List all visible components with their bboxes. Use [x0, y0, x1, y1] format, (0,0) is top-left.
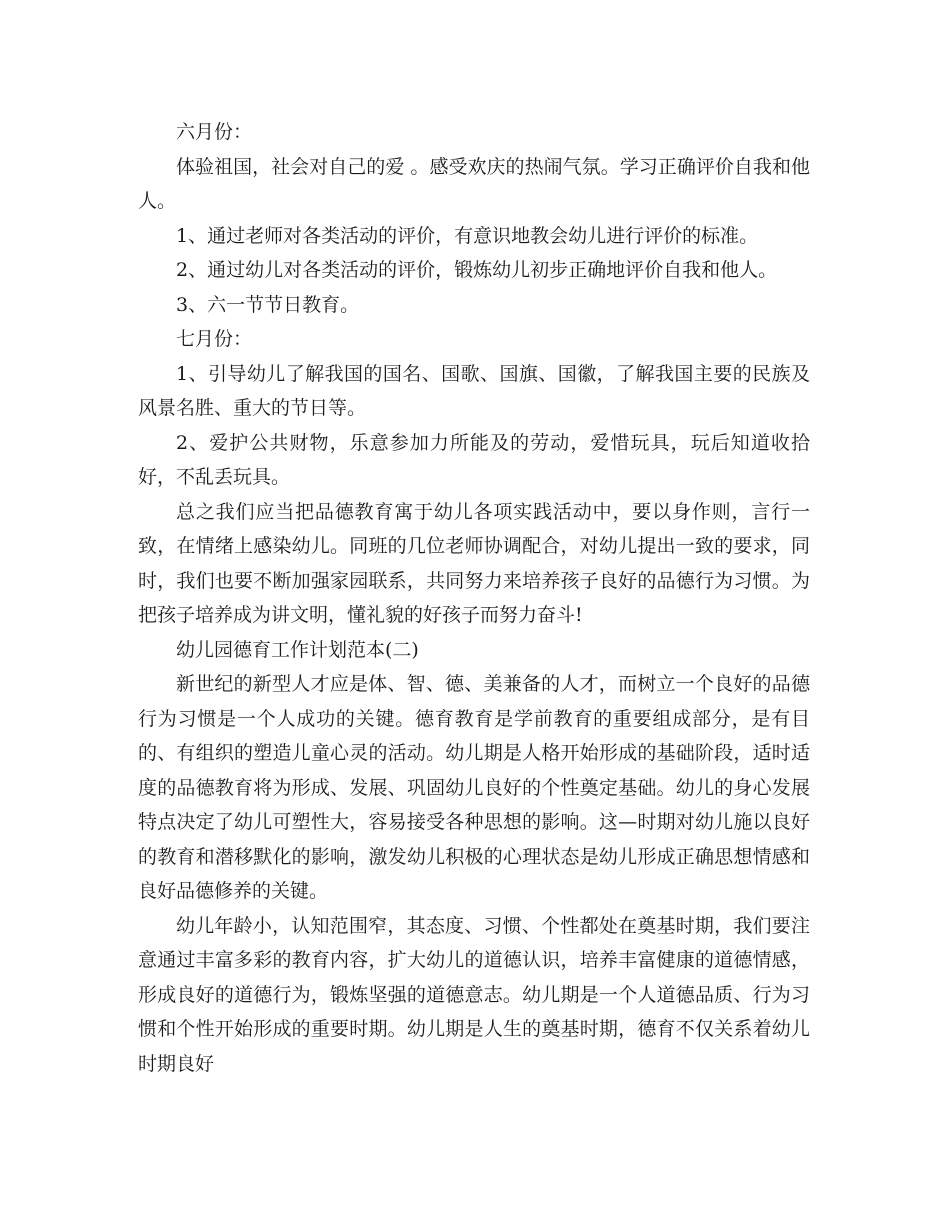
paragraph-june-item-2: 2、通过幼儿对各类活动的评价，锻炼幼儿初步正确地评价自我和他人。: [176, 259, 778, 281]
paragraph-body: 幼儿年龄小，认知范围窄，其态度、习惯、个性都处在奠基时期，我们要注意通过丰富多彩的教育内容，扩大幼儿的道德认识，培养丰富健康的道德情感，形成良好的道德行为，锻炼坚强的道德意志。幼儿期是一个人道德品质、行为习惯和个性开始形成的重要时期。幼儿期是人生的奠基时期，德育不仅关系着幼儿时期良好: [138, 914, 810, 1075]
paragraph-july-item-2: 2、爱护公共财物，乐意参加力所能及的劳动，爱惜玩具，玩后知道收拾好，不乱丢玩具。: [138, 431, 810, 488]
paragraph-june-item-3: 3、六一节节日教育。: [176, 293, 360, 316]
paragraph-july-item-1: 1、引导幼儿了解我国的国名、国歌、国旗、国徽，了解我国主要的民族及风景名胜、重大的节日等。: [138, 362, 810, 419]
section-title: 幼儿园德育工作计划范本(二): [176, 638, 419, 661]
paragraph-intro: 新世纪的新型人才应是体、智、德、美兼备的人才，而树立一个良好的品德行为习惯是一个人成功的关键。德育教育是学前教育的重要组成部分，是有目的、有组织的塑造儿童心灵的活动。幼儿期是人格开始形成的基础阶段，适时适度的品德教育将为形成、发展、巩固幼儿良好的个性奠定基础。幼儿的身心发展特点决定了幼儿可塑性大，容易接受各种思想的影响。这—时期对幼儿施以良好的教育和潜移默化的影响，激发幼儿积极的心理状态是幼儿形成正确思想情感和良好品德修养的关键。: [138, 673, 810, 902]
paragraph-summary: 总之我们应当把品德教育寓于幼儿各项实践活动中，要以身作则，言行一致，在情绪上感染幼儿。同班的几位老师协调配合，对幼儿提出一致的要求，同时，我们也要不断加强家园联系，共同努力来培养孩子良好的品德行为习惯。为把孩子培养成为讲文明，懂礼貌的好孩子而努力奋斗!: [138, 500, 810, 626]
paragraph-june-heading: 六月份：: [176, 121, 253, 143]
document-body: [138, 115, 810, 1081]
paragraph-july-heading: 七月份：: [176, 328, 253, 350]
paragraph-june-item-1: 1、通过老师对各类活动的评价，有意识地教会幼儿进行评价的标准。: [176, 224, 759, 247]
paragraph-june-intro: 体验祖国，社会对自己的爱 。感受欢庆的热闹气氛。学习正确评价自我和他人。: [138, 155, 810, 212]
